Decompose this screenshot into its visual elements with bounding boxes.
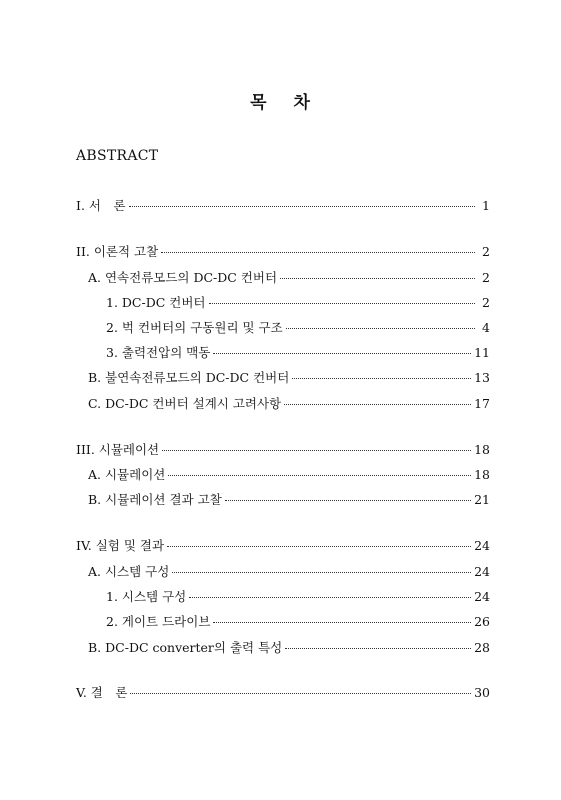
toc-entry-2a3 xyxy=(106,345,490,361)
toc-entry-4 xyxy=(76,538,490,554)
toc-entry-3 xyxy=(76,442,490,458)
toc-entry-4a2 xyxy=(106,614,490,630)
title-left: 목 xyxy=(250,93,268,113)
toc-label: 2. 게이트 드라이브 xyxy=(106,614,211,629)
toc-leader xyxy=(209,303,476,304)
toc-page: 30 xyxy=(474,685,490,700)
page-title xyxy=(0,88,561,113)
toc-label: 2. 벅 컨버터의 구동원리 및 구조 xyxy=(106,320,283,335)
toc-entry-3b xyxy=(88,492,490,508)
toc-page: 24 xyxy=(474,589,490,604)
toc-page: 17 xyxy=(474,396,490,411)
toc-page: 1 xyxy=(482,198,490,213)
toc-entry-2b xyxy=(88,370,490,386)
toc-page: 21 xyxy=(474,492,490,507)
toc-page: 18 xyxy=(474,442,490,457)
toc-entry-2 xyxy=(76,244,490,260)
toc-leader xyxy=(129,206,475,207)
toc-page: 28 xyxy=(474,640,490,655)
title-right: 차 xyxy=(293,93,311,113)
toc-entry-4a xyxy=(88,564,490,580)
toc-label: I. 서 론 xyxy=(76,198,126,213)
toc-page: 13 xyxy=(474,370,490,385)
toc-entry-3a xyxy=(88,467,490,483)
toc-entry-5 xyxy=(76,685,490,701)
toc-leader xyxy=(167,546,471,547)
toc-entry-2c xyxy=(88,396,490,412)
toc-entry-4a1 xyxy=(106,589,490,605)
toc-label: 1. DC-DC 컨버터 xyxy=(106,295,206,310)
toc-leader xyxy=(280,278,475,279)
toc-leader xyxy=(130,693,471,694)
toc-label: A. 연속전류모드의 DC-DC 컨버터 xyxy=(88,270,278,285)
toc-leader xyxy=(285,648,471,649)
toc-entry-4b xyxy=(88,640,490,656)
toc-leader xyxy=(286,328,475,329)
toc-leader xyxy=(162,450,471,451)
toc-label: C. DC-DC 컨버터 설계시 고려사항 xyxy=(88,396,282,411)
toc-entry-2a1 xyxy=(106,295,490,311)
toc-page: 2 xyxy=(482,244,490,259)
toc-label: V. 결 론 xyxy=(76,685,128,700)
toc-leader xyxy=(292,378,471,379)
toc-entry-1 xyxy=(76,198,490,214)
toc-page: 4 xyxy=(482,320,490,335)
toc-label: B. 불연속전류모드의 DC-DC 컨버터 xyxy=(88,370,290,385)
toc-page: 18 xyxy=(474,467,490,482)
toc-label: A. 시스템 구성 xyxy=(88,564,170,579)
toc-label: 3. 출력전압의 맥동 xyxy=(106,345,211,360)
toc-leader xyxy=(161,252,475,253)
toc-page: 2 xyxy=(482,295,490,310)
toc-label: 1. 시스템 구성 xyxy=(106,589,187,604)
toc-leader xyxy=(225,500,471,501)
toc-page: 2 xyxy=(482,270,490,285)
toc-label: III. 시뮬레이션 xyxy=(76,442,160,457)
toc-leader xyxy=(168,475,471,476)
toc-leader xyxy=(213,353,471,354)
toc-label: B. 시뮬레이션 결과 고찰 xyxy=(88,492,222,507)
toc-label: B. DC-DC converter의 출력 특성 xyxy=(88,640,283,655)
abstract-heading: ABSTRACT xyxy=(76,148,159,164)
toc-label: IV. 실험 및 결과 xyxy=(76,538,165,553)
toc-page: 11 xyxy=(474,345,490,360)
toc-leader xyxy=(213,622,471,623)
toc-leader xyxy=(284,404,471,405)
toc-page: 26 xyxy=(474,614,490,629)
toc-page: 24 xyxy=(474,564,490,579)
toc-leader xyxy=(189,597,471,598)
toc-entry-2a2 xyxy=(106,320,490,336)
toc-label: A. 시뮬레이션 xyxy=(88,467,166,482)
toc-label: II. 이론적 고찰 xyxy=(76,244,159,259)
toc-page: 24 xyxy=(474,538,490,553)
toc-entry-2a xyxy=(88,270,490,286)
toc-leader xyxy=(172,572,471,573)
